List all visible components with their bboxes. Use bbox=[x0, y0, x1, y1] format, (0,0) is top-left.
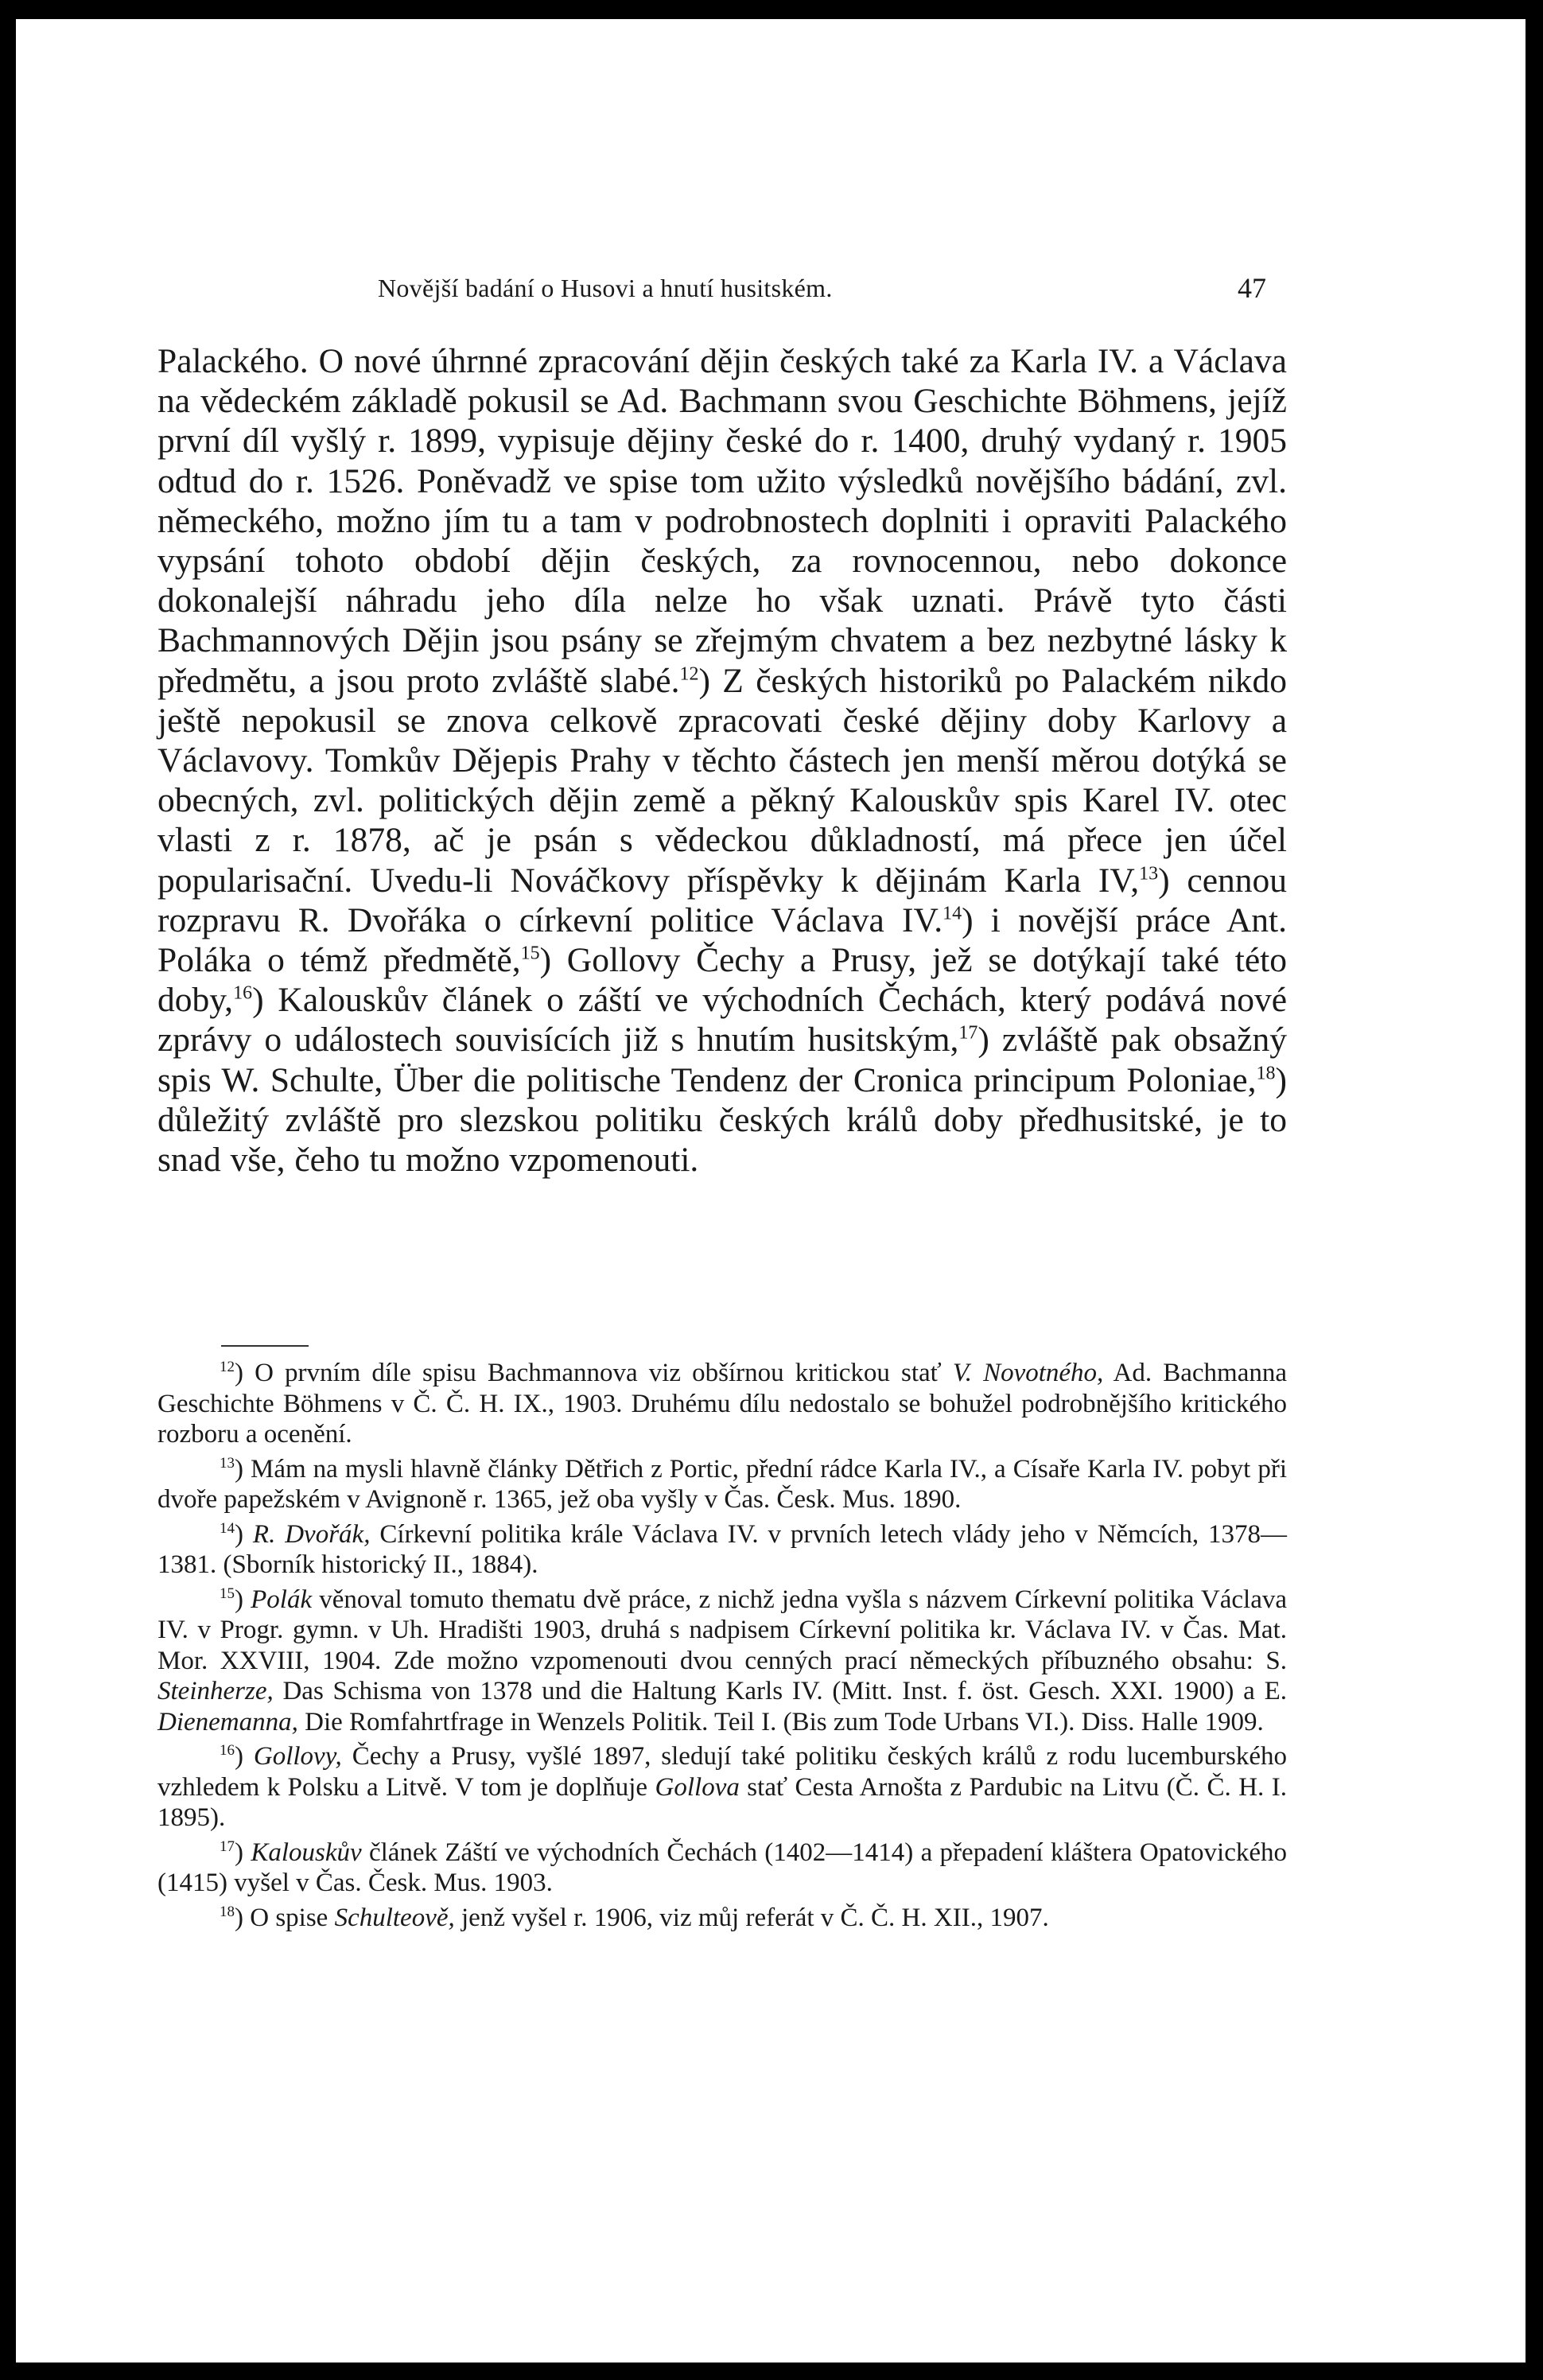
main-text bbox=[157, 341, 1287, 1180]
footnote-italic: Gollovy, bbox=[253, 1742, 342, 1771]
footnote-text: článek Záští ve východních Čechách (1402—1414) a přepadení kláštera Opatovického (1415) vyšel v Čas. Česk. Mus. 1903. bbox=[157, 1838, 1287, 1897]
body-text-segment: ) cennou rozpravu R. Dvořáka o církevní politice Václava IV. bbox=[157, 861, 1287, 939]
footnote-text: ) O prvním díle spisu Bachmannova viz obšírnou kritickou stať bbox=[235, 1359, 953, 1387]
footnote-text: Die Romfahrtfrage in Wenzels Politik. Teil I. (Bis zum Tode Urbans VI.). Diss. Halle 1909. bbox=[297, 1707, 1264, 1736]
footnote-18 bbox=[157, 1903, 1287, 1934]
footnote-14 bbox=[157, 1519, 1287, 1581]
footnote-reference[interactable]: 13 bbox=[1139, 863, 1159, 885]
footnote-text: ) Mám na mysli hlavně články Dětřich z Portic, přední rádce Karla IV., a Císaře Karla IV. pobyt při dvoře papežském v Avignoně r. 1365, jež oba vyšly v Čas. Česk. Mus. 1890. bbox=[157, 1454, 1287, 1514]
footnote-mark: 12 bbox=[220, 1359, 235, 1375]
footnote-text: jenž vyšel r. 1906, viz můj referát v Č. Č. H. XII., 1907. bbox=[454, 1903, 1049, 1932]
footnote-12 bbox=[157, 1358, 1287, 1450]
footnote-text: Ad. Bachmanna Geschichte Böhmens v Č. Č. H. IX., 1903. Druhému dílu nedostalo se bohužel podrobnějšího kritického rozboru a ocenění. bbox=[157, 1359, 1287, 1449]
footnote-reference[interactable]: 18 bbox=[1256, 1063, 1276, 1084]
footnote-text: Das Schisma von 1378 und die Haltung Karls IV. (Mitt. Inst. f. öst. Gesch. XXI. 1900) a E. bbox=[273, 1677, 1287, 1705]
footnote-mark: 15 bbox=[220, 1585, 235, 1602]
footnote-mark: 17 bbox=[220, 1838, 235, 1855]
footnote-reference[interactable]: 16 bbox=[233, 982, 253, 1004]
footnote-text: ) bbox=[235, 1838, 251, 1867]
footnote-italic: Polák bbox=[251, 1585, 313, 1614]
body-text-segment: ) zvláště pak obsažný spis W. Schulte, Über die politische Tendenz der Cronica principum Poloniae, bbox=[157, 1021, 1287, 1099]
body-text-segment: ) i novější práce Ant. Poláka o témž předmětě, bbox=[157, 900, 1287, 980]
footnote-16 bbox=[157, 1741, 1287, 1834]
footnote-reference[interactable]: 12 bbox=[679, 663, 699, 685]
footnote-17 bbox=[157, 1838, 1287, 1899]
footnotes bbox=[157, 1358, 1287, 1937]
footnote-italic: Dienemanna, bbox=[157, 1707, 298, 1736]
footnote-reference[interactable]: 15 bbox=[520, 943, 540, 964]
footnote-italic: Gollova bbox=[655, 1772, 740, 1802]
footnote-reference[interactable]: 14 bbox=[943, 903, 962, 924]
footnote-mark: 13 bbox=[220, 1454, 235, 1472]
footnote-text: ) bbox=[235, 1519, 253, 1549]
body-paragraph bbox=[157, 341, 1287, 1180]
book-page bbox=[16, 19, 1526, 2362]
page-number: 47 bbox=[1238, 272, 1266, 304]
footnote-text: věnoval tomuto thematu dvě práce, z nichž jedna vyšla s názvem Církevní politika Václava IV. v Progr. gymn. v Uh. Hradišti 1903, druhá s nadpisem Církevní politika kr. Václava IV. v Čas. Mat. Mor. XXVIII, 1904. Zde možno vzpomenouti dvou cenných prací německých příbuzného obsahu: S. bbox=[157, 1585, 1287, 1675]
footnote-text: ) bbox=[235, 1742, 254, 1771]
body-text-segment: ) Gollovy Čechy a Prusy, jež se dotýkají také této doby, bbox=[157, 941, 1287, 1020]
footnote-italic: Steinherze, bbox=[157, 1677, 274, 1705]
body-text-segment: ) Z českých historiků po Palackém nikdo ještě nepokusil se znova celkově zpracovati české dějiny doby Karlovy a Václavovy. Tomkův Dějepis Prahy v těchto částech jen menší měrou dotýká se obecných, zvl. politických dějin země a pěkný Kalouskův spis Karel IV. otec vlasti z r. 1878, ač je psán s vědeckou důkladností, má přece jen účel popularisační. Uvedu-li Nováčkovy příspěvky k dějinám Karla IV, bbox=[157, 661, 1287, 900]
running-title: Novější badání o Husovi a hnutí husitském. bbox=[378, 274, 833, 302]
footnote-italic: Schulteově, bbox=[334, 1903, 455, 1932]
footnote-mark: 14 bbox=[220, 1519, 235, 1537]
footnote-text: Čechy a Prusy, vyšlé 1897, sledují také politiku českých králů z rodu lucemburského vzhledem k Polsku a Litvě. V tom je doplňuje bbox=[157, 1742, 1287, 1802]
footnote-13 bbox=[157, 1454, 1287, 1515]
body-text-segment: ) důležitý zvláště pro slezskou politiku českých králů doby předhusitské, je to snad vše, čeho tu možno vzpomenouti. bbox=[157, 1060, 1287, 1180]
footnote-15 bbox=[157, 1585, 1287, 1738]
footnote-reference[interactable]: 17 bbox=[958, 1022, 978, 1044]
body-text-segment: Palackého. O nové úhrnné zpracování dějin českých také za Karla IV. a Václava na vědeckém základě pokusil se Ad. Bachmann svou Geschichte Böhmens, jejíž první díl vyšlý r. 1899, vypisuje dějiny české do r. 1400, druhý vydaný r. 1905 odtud do r. 1526. Poněvadž ve spise tom užito výsledků novějšího bádání, zvl. německého, možno jím tu a tam v podrobnostech doplniti i opraviti Palackého vypsání tohoto období dějin českých, za rovnocennou, nebo dokonce dokonalejší náhradu jeho díla nelze ho však uznati. Právě tyto části Bachmannových Dějin jsou psány se zřejmým chvatem a bez nezbytné lásky k předmětu, a jsou proto zvláště slabé. bbox=[157, 342, 1287, 700]
footnote-text: Církevní politika krále Václava IV. v prvních letech vlády jeho v Němcích, 1378—1381. (Sborník historický II., 1884). bbox=[157, 1519, 1287, 1579]
footnote-mark: 16 bbox=[220, 1742, 235, 1759]
footnote-italic: R. Dvořák, bbox=[252, 1519, 371, 1549]
footnote-text: ) bbox=[235, 1585, 251, 1614]
footnote-italic: V. Novotného, bbox=[952, 1359, 1104, 1387]
footnote-text: stať Cesta Arnošta z Pardubic na Litvu (Č. Č. H. I. 1895). bbox=[157, 1772, 1287, 1832]
body-text-segment: ) Kalouskův článek o záští ve východních Čechách, který podává nové zprávy o událostech souvisících již s hnutím husitským, bbox=[157, 981, 1287, 1060]
footnote-mark: 18 bbox=[220, 1903, 235, 1920]
footnote-divider bbox=[221, 1345, 309, 1347]
footnote-text: ) O spise bbox=[235, 1903, 335, 1932]
footnote-italic: Kalouskův bbox=[251, 1838, 362, 1867]
